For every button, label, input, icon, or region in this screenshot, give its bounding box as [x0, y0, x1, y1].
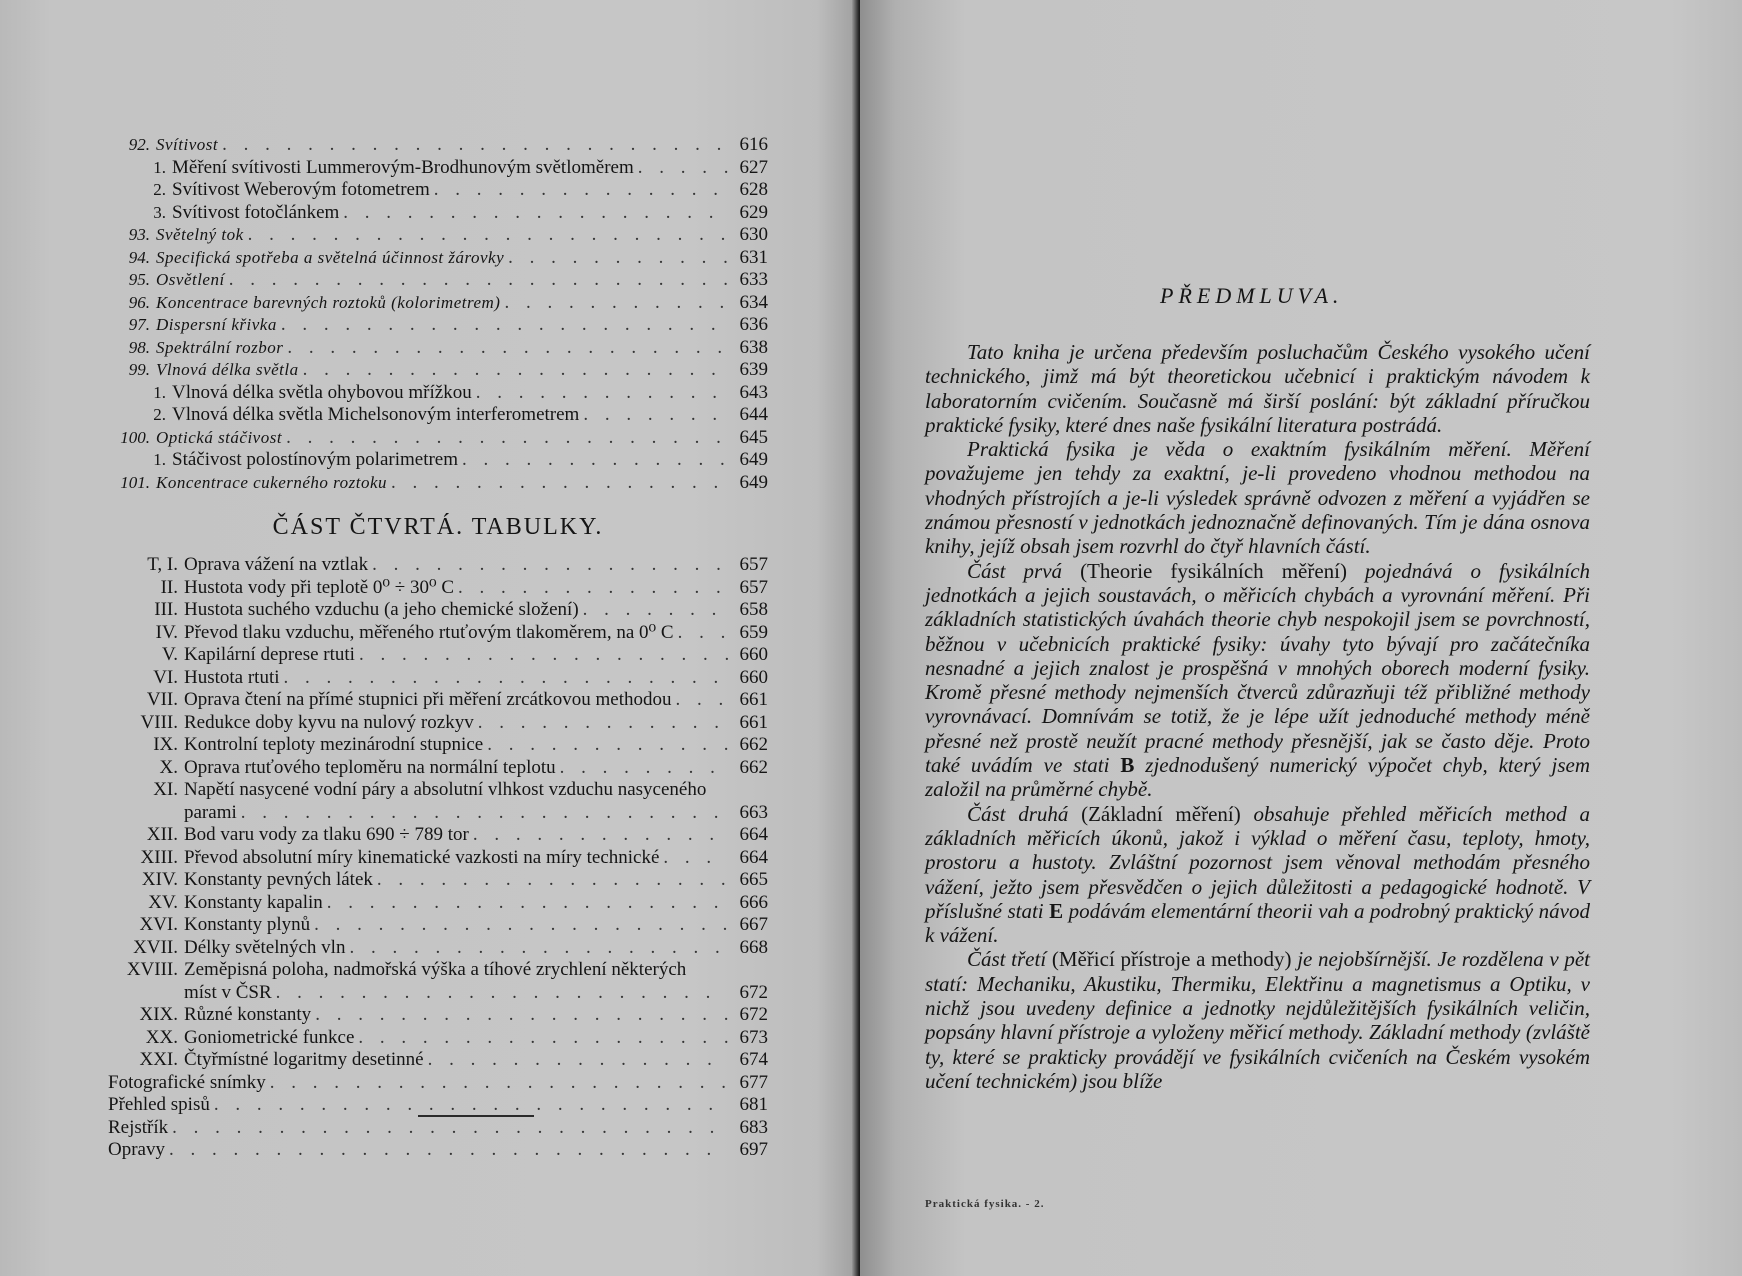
toc-entry-number: V.: [161, 644, 178, 665]
toc-entry-page: 683: [739, 1116, 768, 1138]
leader-dots: [487, 734, 728, 757]
toc-entry-page: 643: [739, 381, 768, 403]
preface-paragraph: [925, 947, 1590, 1093]
leader-dots: [270, 1072, 728, 1095]
toc-entry: [108, 292, 768, 315]
toc-entry-page: 664: [739, 846, 768, 868]
toc-entry-title: Vlnová délka světla Michelsonovým interferometrem: [172, 404, 580, 425]
toc-entry-title: Osvětlení: [156, 270, 225, 289]
toc-entry-page: 649: [739, 449, 768, 470]
leader-dots: [508, 247, 728, 270]
toc-entry-page: 645: [739, 426, 768, 448]
toc-entry: [108, 1117, 768, 1140]
leader-dots: [478, 712, 728, 735]
toc-entry: [108, 847, 768, 870]
toc-entry-number: 1.: [153, 450, 166, 469]
toc-entry: [108, 892, 768, 915]
toc-entry-page: 660: [739, 644, 768, 665]
toc-entry-continuation: [108, 802, 768, 825]
toc-entry: [108, 1072, 768, 1095]
toc-entry-title: Kontrolní teploty mezinárodní stupnice: [184, 734, 484, 755]
toc-entry-page: 663: [739, 801, 768, 823]
toc-entry: [108, 1027, 768, 1050]
toc-entry-number: XV.: [148, 891, 178, 913]
toc-entry-page: 662: [739, 756, 768, 778]
toc-entry: [108, 224, 768, 247]
toc-entry-title: Optická stáčivost: [156, 427, 283, 447]
toc-entry-title: Goniometrické funkce: [184, 1026, 355, 1048]
toc-entry-number: 3.: [153, 202, 166, 222]
toc-entry-page: 668: [739, 936, 768, 958]
toc-entry-title: Dispersní křivka: [156, 315, 277, 334]
toc-entry-number: VIII.: [140, 711, 178, 733]
toc-entry-number: 2.: [153, 405, 166, 424]
leader-dots: [428, 1049, 728, 1072]
toc-entry-number: III.: [154, 599, 178, 620]
toc-entry-number: XIII.: [140, 846, 178, 868]
toc-entry-title: Oprava čtení na přímé stupnici při měření zrcátkovou methodou: [184, 689, 672, 710]
toc-entry-page: 658: [739, 599, 768, 620]
toc-entry-page: 697: [739, 1139, 768, 1160]
toc-entry-number: XXI.: [139, 1049, 178, 1070]
leader-dots: [678, 622, 728, 645]
toc-entry: [108, 914, 768, 937]
part-subtitle: (Základní měření): [1081, 801, 1241, 826]
leader-dots: [358, 1027, 728, 1050]
toc-entry: [108, 269, 768, 292]
toc-entry-page: 677: [739, 1071, 768, 1093]
toc-entry-page: 672: [739, 1004, 768, 1025]
preface-paragraph: Tato kniha je určena především posluchačům Českého vysokého učení technického, jimž má být theoretickou učebnicí i praktickým návodem k laboratorním cvičením. Současně má širší poslání: být základní příručkou praktické fysiky, které dnes naše fysikální literatura postrádá.: [925, 340, 1590, 437]
toc-entry-number: 98.: [128, 337, 150, 357]
toc-entry-title: Koncentrace barevných roztoků (kolorimetrem): [156, 292, 501, 312]
part-name: Část prvá: [967, 558, 1063, 583]
toc-entry: [108, 337, 768, 360]
toc-entry-number: 101.: [120, 472, 150, 492]
toc-entry-number: 2.: [153, 180, 166, 199]
toc-entry-page: 661: [739, 689, 768, 710]
paragraph-text: je nejobšírnější. Je rozdělena v pět statí: Mechaniku, Akustiku, Thermiku, Elektřinu a magnetismus a Optiku, v nichž jsou uvedeny definice a jednotky nejdůležitějších fysikálních veličin, popsány hlavní přístroje a vyloženy měřicí methody. Základní methody (zvláště ty, které se prakticky provádějí ve fysikálních cvičeních na Českém vysokém učení technickém) jsou blíže: [925, 947, 1591, 1093]
toc-entry-number: 100.: [120, 427, 150, 447]
toc-entry: [108, 1049, 768, 1072]
toc-entry: [108, 404, 768, 427]
toc-entry-continuation: [108, 982, 768, 1005]
toc-entry-number: 96.: [128, 292, 150, 312]
toc-entry-number: 97.: [128, 315, 150, 334]
toc-entry-page: 649: [739, 471, 768, 493]
toc-entry: [108, 157, 768, 180]
leader-dots: [473, 824, 728, 847]
toc-entry-page: 674: [739, 1049, 768, 1070]
toc-entry-number: 1.: [153, 157, 166, 177]
toc-entry-page: 633: [739, 269, 768, 290]
page-footer: Praktická fysika. - 2.: [925, 1198, 1045, 1210]
leader-dots: [391, 472, 728, 495]
paragraph-text: zjednodušený numerický výpočet chyb, který jsem založil na průměrné chybě.: [925, 753, 1591, 802]
leader-dots: [377, 869, 728, 892]
leader-dots: [276, 982, 728, 1005]
toc-entry-page: 616: [739, 134, 768, 155]
toc-entry-page: 636: [739, 314, 768, 335]
toc-entry-number: XVIII.: [126, 959, 178, 980]
toc-entry-page: 628: [739, 179, 768, 200]
toc-entry-page: 662: [739, 734, 768, 755]
leader-dots: [287, 337, 728, 360]
toc-entry-number: VII.: [146, 689, 178, 710]
toc-entry: [108, 869, 768, 892]
toc-entry-title: Vlnová délka světla ohybovou mřížkou: [172, 381, 472, 403]
toc-entry-title: Různé konstanty: [184, 1004, 312, 1025]
toc-entry-number: XII.: [146, 824, 178, 845]
toc-entry-page: 660: [739, 666, 768, 688]
toc-entry: [108, 359, 768, 382]
leader-dots: [359, 644, 728, 667]
toc-entry-title: Zeměpisná poloha, nadmořská výška a tíhové zrychlení některých: [184, 959, 687, 980]
toc-entry-number: 92.: [128, 135, 150, 154]
leader-dots: [583, 404, 728, 427]
leader-dots: [214, 1094, 728, 1117]
toc-entry-number: VI.: [153, 666, 178, 688]
leader-dots: [434, 179, 728, 202]
preface-paragraph: Praktická fysika je věda o exaktním fysikálním měření. Měření považujeme jen tehdy za exaktní, je-li provedeno vhodnou methodou na vhodných přístrojích a je-li výsledek správně odvozen z měření a vyjádřen se známou přesností v jednotkách jednoznačně definovaných. Tím je dána osnova knihy, jejíž obsah jsem rozvrhl do čtyř hlavních částí.: [925, 437, 1590, 559]
toc-entry: [108, 959, 768, 982]
toc-entry: [108, 427, 768, 450]
toc-entry-title: Přehled spisů: [108, 1094, 210, 1115]
toc-entry-page: 657: [739, 554, 768, 575]
leader-dots: [349, 937, 728, 960]
toc-entry-page: 664: [739, 824, 768, 845]
toc-entry-page: 639: [739, 359, 768, 380]
toc-entry-title: Hustota suchého vzduchu (a jeho chemické složení): [184, 599, 579, 620]
part-subtitle: (Měřicí přístroje a methody): [1051, 947, 1292, 972]
toc-entry: [108, 247, 768, 270]
toc-entry: [108, 449, 768, 472]
toc-entry-page: 673: [739, 1026, 768, 1048]
section-letter: B: [1120, 753, 1135, 778]
toc-entry-number: XVII.: [133, 936, 178, 958]
toc-entry: [108, 1004, 768, 1027]
section-letter: E: [1049, 898, 1064, 923]
toc-entry-title: Spektrální rozbor: [156, 337, 284, 357]
toc-entry-page: 657: [739, 576, 768, 598]
toc-entry-page: 667: [739, 914, 768, 935]
leader-dots: [638, 157, 728, 180]
toc-entry-title: Hustota vody při teplotě 0⁰ ÷ 30⁰ C: [184, 576, 454, 598]
toc-entry-page: 659: [739, 621, 768, 643]
toc-entry-number: 94.: [128, 247, 150, 267]
toc-entry-number: 93.: [128, 225, 150, 244]
toc-entry-number: X.: [159, 756, 178, 778]
toc-entry-title: Bod varu vody za tlaku 690 ÷ 789 tor: [184, 824, 469, 845]
toc-entry-number: 1.: [153, 382, 166, 402]
toc-entry: [108, 472, 768, 495]
part-heading: ČÁST ČTVRTÁ. TABULKY.: [272, 514, 604, 540]
toc-entry-title: Konstanty kapalin: [184, 891, 323, 913]
preface-paragraph: [925, 802, 1590, 948]
preface-text: [925, 340, 1590, 1093]
leader-dots: [504, 292, 728, 315]
paragraph-text: pojednává o fysikálních jednotkách a jejich soustavách, o měřicích chybách a vyrovnání měření. Při základních statistických úvahách theorie chyb nespokojil jsem se povrchností, běžnou v učebnicích praktické fysiky: úvahy tyto bývají pro začátečníka nesnadné a jejich znalost je prospěšná v mnohých oborech moderní fysiky. Kromě přesné methody nejmenších čtverců zdůrazňuji též přibližné methody vyrovnávací. Domnívám se totiž, že je lépe užít jednoduché methody méně přesné než prostě neužít pracné methody přesnější, jak se často děje. Proto také uvádím ve stati: [925, 558, 1591, 778]
toc-entry-title: Vlnová délka světla: [156, 360, 299, 379]
leader-dots: [172, 1117, 728, 1140]
toc-entry-page: 665: [739, 869, 768, 890]
leader-dots: [343, 202, 728, 225]
toc-entry-title: Čtyřmístné logaritmy desetinné: [184, 1049, 424, 1070]
toc-entry-page: 681: [739, 1094, 768, 1115]
toc-entry-title: Oprava rtuťového teploměru na normální teplotu: [184, 756, 556, 778]
toc-entry-title: Svítivost Weberovým fotometrem: [172, 179, 430, 200]
leader-dots: [458, 577, 728, 600]
toc-entry: [108, 644, 768, 667]
leader-dots: [248, 224, 728, 247]
toc-entry-page: 672: [739, 981, 768, 1003]
part-name: Část třetí: [967, 947, 1047, 972]
toc-entry-number: XX.: [145, 1026, 178, 1048]
left-page: [0, 0, 860, 1276]
toc-entry: [108, 937, 768, 960]
toc-entry-title: Specifická spotřeba a světelná účinnost žárovky: [156, 247, 505, 267]
toc-entry: [108, 667, 768, 690]
closing-rule: [418, 1115, 534, 1117]
toc-entry-title-continued: míst v ČSR: [184, 981, 272, 1003]
leader-dots: [222, 134, 728, 157]
toc-entry-page: 629: [739, 201, 768, 223]
preface-title: PŘEDMLUVA.: [1160, 283, 1344, 308]
toc-entry-title: Měření svítivosti Lummerovým-Brodhunovým světloměrem: [172, 156, 634, 178]
leader-dots: [303, 359, 728, 382]
part-name: Část druhá: [967, 801, 1069, 826]
toc-entry-title: Konstanty plynů: [184, 914, 311, 935]
toc-entry-page: 630: [739, 224, 768, 245]
toc-entry-number: XIV.: [141, 869, 178, 890]
toc-entry: [108, 179, 768, 202]
toc-entry: [108, 134, 768, 157]
toc-entry-page: 638: [739, 336, 768, 358]
leader-dots: [281, 314, 728, 337]
toc-entry-title: Napětí nasycené vodní páry a absolutní vlhkost vzduchu nasyceného: [184, 779, 707, 800]
table-of-contents: [108, 134, 768, 1162]
preface-paragraph: [925, 559, 1590, 802]
toc-entry-title: Redukce doby kyvu na nulový rozkyv: [184, 711, 474, 733]
paragraph-text: podávám elementární theorii vah a podrobný praktický návod k vážení.: [925, 898, 1590, 948]
paragraph-text: obsahuje přehled měřicích method a základních měřicích úkonů, jakož i výklad o měření času, teploty, hmoty, prostoru a hustoty. Zvláštní pozornost jsem věnoval methodám přesného vážení, ježto jsem přesvědčen o jejich důležitosti a pedagogické hodnotě. V příslušné stati: [925, 801, 1591, 923]
toc-entry: [108, 689, 768, 712]
leader-dots: [286, 427, 728, 450]
part-subtitle: (Theorie fysikálních měření): [1080, 558, 1347, 583]
toc-entry: [108, 202, 768, 225]
toc-entry-title: Opravy: [108, 1139, 165, 1160]
toc-entry: [108, 824, 768, 847]
toc-entry-title: Hustota rtuti: [184, 666, 280, 688]
toc-entry: [108, 314, 768, 337]
toc-entry-number: II.: [160, 576, 178, 598]
toc-entry-number: 99.: [128, 360, 150, 379]
toc-entry-title: Světelný tok: [156, 225, 244, 244]
toc-entry-page: 666: [739, 891, 768, 913]
toc-entry: [108, 1139, 768, 1162]
toc-entry-number: XVI.: [139, 914, 178, 935]
toc-entry-title: Převod absolutní míry kinematické vazkosti na míry technické: [184, 846, 660, 868]
toc-entry-title-continued: parami: [184, 801, 237, 823]
toc-entry-number: 95.: [128, 270, 150, 289]
leader-dots: [314, 914, 728, 937]
toc-entry-title: Kapilární deprese rtuti: [184, 644, 355, 665]
leader-dots: [169, 1139, 728, 1162]
toc-entry-number: IX.: [153, 734, 178, 755]
toc-entry: [108, 382, 768, 405]
toc-entry-title: Koncentrace cukerného roztoku: [156, 472, 388, 492]
toc-entry-number: XI.: [153, 779, 178, 800]
leader-dots: [372, 554, 728, 577]
toc-entry-title: Svítivost: [156, 135, 219, 154]
leader-dots: [241, 802, 728, 825]
toc-entry-title: Konstanty pevných látek: [184, 869, 373, 890]
leader-dots: [284, 667, 728, 690]
toc-entry: [108, 1094, 768, 1117]
leader-dots: [560, 757, 728, 780]
toc-entry-number: T, I.: [147, 554, 178, 575]
toc-entry-number: XIX.: [139, 1004, 178, 1025]
toc-entry-title: Délky světelných vln: [184, 936, 346, 958]
toc-entry: [108, 734, 768, 757]
toc-entry: [108, 757, 768, 780]
toc-entry: [108, 554, 768, 577]
toc-entry-page: 631: [739, 246, 768, 268]
leader-dots: [476, 382, 728, 405]
toc-entry: [108, 599, 768, 622]
leader-dots: [462, 449, 728, 472]
leader-dots: [583, 599, 728, 622]
toc-entry: [108, 712, 768, 735]
leader-dots: [663, 847, 728, 870]
toc-entry: [108, 779, 768, 802]
toc-entry-title: Oprava vážení na vztlak: [184, 554, 369, 575]
toc-entry-title: Rejstřík: [108, 1116, 169, 1138]
leader-dots: [676, 689, 728, 712]
toc-entry-page: 661: [739, 711, 768, 733]
leader-dots: [327, 892, 728, 915]
toc-entry-title: Stáčivost polostínovým polarimetrem: [172, 449, 459, 470]
toc-entry-page: 627: [739, 156, 768, 178]
toc-entry-title: Převod tlaku vzduchu, měřeného rtuťovým tlakoměrem, na 0⁰ C: [184, 621, 674, 643]
toc-entry-page: 644: [739, 404, 768, 425]
toc-entry-title: Fotografické snímky: [108, 1071, 266, 1093]
toc-entry-number: IV.: [155, 621, 178, 643]
toc-entry-title: Svítivost fotočlánkem: [172, 201, 340, 223]
leader-dots: [229, 269, 728, 292]
toc-entry-page: 634: [739, 291, 768, 313]
toc-entry: [108, 622, 768, 645]
toc-entry: [108, 577, 768, 600]
leader-dots: [315, 1004, 728, 1027]
